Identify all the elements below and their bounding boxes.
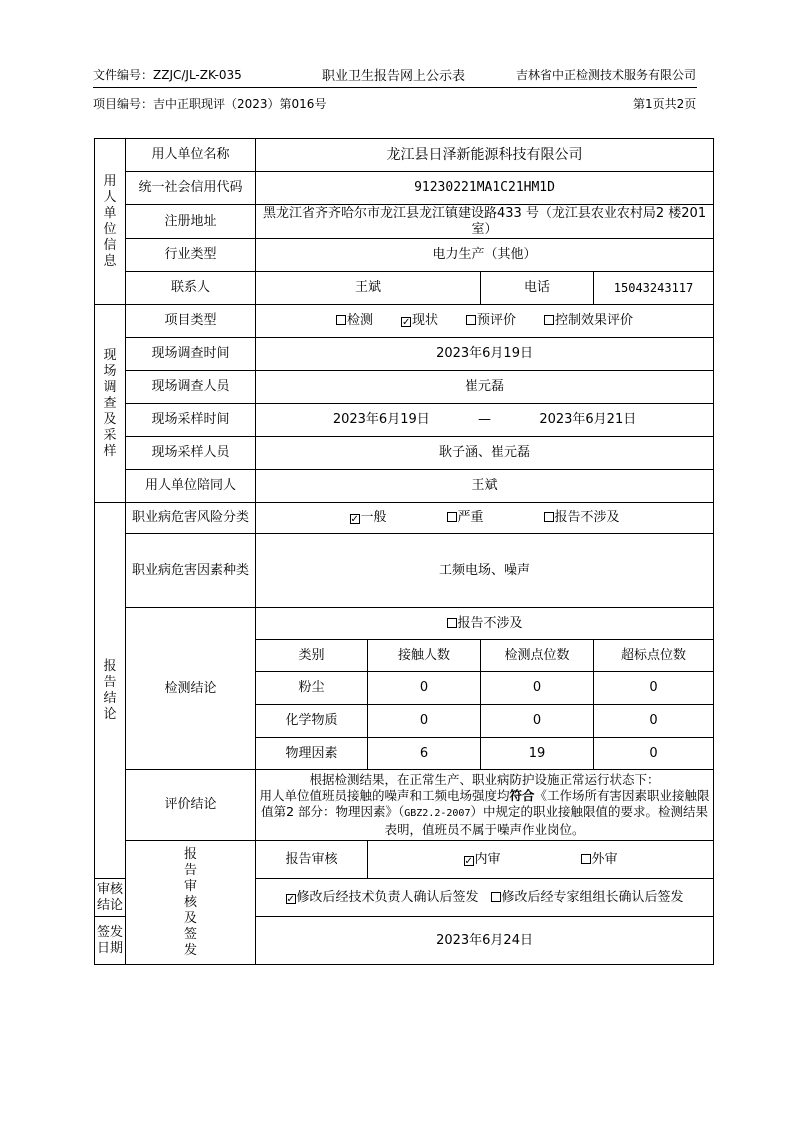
section-unit-info (95, 139, 126, 305)
audit-options (368, 841, 714, 879)
sampling-time (256, 404, 714, 437)
review-result-label: 审核结论 (95, 879, 126, 917)
section-label-char: 审 (183, 878, 197, 894)
industry-label: 行业类型 (126, 239, 256, 272)
eval-part-d: ）中规定的职业接触限值的要求。检测结果表明，值班员不属于噪声作业岗位。 (384, 804, 708, 837)
eval-line-1: 根据检测结果，在正常生产、职业病防护设施正常运行状态下： (309, 772, 660, 787)
checkbox-option-label: 报告不涉及 (554, 510, 620, 525)
checkbox-option-label: 修改后经专家组组长确认后签发 (501, 889, 684, 905)
escort: 王斌 (256, 470, 714, 503)
row-points: 19 (481, 738, 594, 770)
survey-time-label: 现场调查时间 (126, 338, 256, 371)
phone-number: 15043243117 (594, 272, 714, 305)
section-label-char: 及 (103, 411, 117, 427)
section-review (126, 841, 256, 965)
phone-label: 电话 (481, 272, 594, 305)
page-indicator: 第1页共2页 (633, 97, 697, 111)
row-project-type (95, 305, 714, 338)
project-type-options (256, 305, 714, 338)
row-points: 0 (481, 705, 594, 738)
form-title: 职业卫生报告网上公示表 (322, 69, 466, 84)
section-label-char: 发 (183, 942, 197, 958)
checkbox-option-label: 预评价 (477, 313, 517, 328)
section-label-char: 单 (103, 205, 117, 221)
surveyor-label: 现场调查人员 (126, 371, 256, 404)
contact-person: 王斌 (256, 272, 481, 305)
section-label-char: 调 (103, 379, 117, 395)
checkbox-option[interactable] (447, 510, 484, 526)
row-unit-name (95, 139, 714, 172)
row-industry (95, 239, 714, 272)
section-label-char: 查 (103, 395, 117, 411)
document-number: 文件编号：ZZJC/JL-ZK-035 (93, 68, 242, 82)
row-category: 化学物质 (256, 705, 368, 738)
project-number: 项目编号：吉中正职现评（2023）第016号 (93, 97, 327, 111)
section-review-label (128, 847, 253, 959)
eval-part-c: 《工作场所有害因素职业接触限值第2 部分：物理因素》（ (261, 788, 710, 819)
row-hazard-factors (95, 534, 714, 608)
credit-code-label: 统一社会信用代码 (126, 172, 256, 205)
section-label-char: 结 (103, 690, 117, 706)
review-result-options (256, 879, 714, 917)
section-label-char: 位 (103, 221, 117, 237)
checkbox-icon[interactable] (544, 512, 554, 522)
hazard-factor-label: 职业病危害因素种类 (126, 534, 256, 608)
row-category: 粉尘 (256, 672, 368, 705)
issue-date: 2023年6月24日 (256, 917, 714, 965)
section-label-char: 采 (103, 427, 117, 443)
section-label-char: 报 (183, 846, 197, 862)
sampler: 耿子涵、崔元磊 (256, 437, 714, 470)
eval-conform: 符合 (509, 788, 535, 803)
row-exceed: 0 (594, 705, 714, 738)
eval-line-2 (257, 788, 712, 838)
checkbox-option[interactable] (544, 313, 633, 329)
risk-class-label: 职业病危害风险分类 (126, 503, 256, 534)
checked-box-icon[interactable]: ✓ (464, 855, 473, 867)
checkbox-option-label: 修改后经技术负责人确认后签发 (296, 889, 479, 905)
registered-address: 黑龙江省齐齐哈尔市龙江县龙江镇建设路433 号（龙江县农业农村局2 楼201 室） (256, 205, 714, 239)
sampling-dash: — (478, 412, 492, 427)
industry-type: 电力生产（其他） (256, 239, 714, 272)
row-exposed: 6 (368, 738, 481, 770)
section-conclusion (95, 503, 126, 879)
unit-name: 龙江县日泽新能源科技有限公司 (256, 139, 714, 172)
section-conclusion-label (97, 659, 123, 723)
section-label-char: 信 (103, 237, 117, 253)
section-label-char: 用 (103, 173, 117, 189)
issuing-company: 吉林省中正检测技术服务有限公司 (516, 68, 697, 82)
checkbox-option-label: 严重 (457, 510, 484, 525)
hazard-factors: 工频电场、噪声 (256, 534, 714, 608)
sampling-end: 2023年6月21日 (539, 412, 637, 427)
row-not-involved (95, 608, 714, 640)
col-exceed: 超标点位数 (594, 640, 714, 672)
checkbox-option-label: 外审 (591, 851, 618, 867)
col-category: 类别 (256, 640, 368, 672)
checked-box-icon[interactable]: ✓ (350, 514, 359, 525)
section-label-char: 签 (183, 926, 197, 942)
row-exceed: 0 (594, 672, 714, 705)
row-credit-code (95, 172, 714, 205)
detect-conclusion-label: 检测结论 (126, 608, 256, 770)
unit-name-label: 用人单位名称 (126, 139, 256, 172)
not-involved-label: 报告不涉及 (457, 615, 523, 631)
eval-part-a: 用人单位值班员接触的噪声和工频电场强度均 (259, 788, 510, 803)
row-points: 0 (481, 672, 594, 705)
contact-label: 联系人 (126, 272, 256, 305)
checked-box-icon[interactable]: ✓ (286, 893, 295, 905)
section-survey-label (97, 348, 123, 460)
checkbox-option[interactable] (466, 313, 516, 329)
row-risk-class (95, 503, 714, 534)
issue-date-label: 签发日期 (95, 917, 126, 965)
row-address (95, 205, 714, 239)
row-evaluation (95, 770, 714, 841)
checkbox-icon[interactable] (491, 892, 501, 902)
address-label: 注册地址 (126, 205, 256, 239)
checkbox-icon[interactable] (581, 854, 591, 864)
audit-label: 报告审核 (256, 841, 368, 879)
not-involved-option (256, 608, 714, 640)
section-label-char: 场 (103, 363, 117, 379)
checkbox-option-label: 内审 (474, 851, 501, 867)
disclosure-table (94, 138, 714, 965)
checkbox-icon (447, 618, 457, 628)
section-label-char: 样 (103, 443, 117, 459)
col-exposed: 接触人数 (368, 640, 481, 672)
surveyor: 崔元磊 (256, 371, 714, 404)
section-label-char: 核 (183, 894, 197, 910)
checkbox-option[interactable] (350, 510, 387, 526)
header-divider (93, 87, 697, 88)
checkbox-option-label: 一般 (360, 510, 387, 525)
row-sampling-time (95, 404, 714, 437)
checkbox-option-label: 检测 (347, 313, 374, 328)
checkbox-option[interactable] (544, 510, 620, 526)
checkbox-icon[interactable] (447, 512, 457, 522)
survey-time: 2023年6月19日 (256, 338, 714, 371)
row-exposed: 0 (368, 672, 481, 705)
row-category: 物理因素 (256, 738, 368, 770)
sampler-label: 现场采样人员 (126, 437, 256, 470)
checkbox-option[interactable] (401, 313, 438, 329)
eval-conclusion-label: 评价结论 (126, 770, 256, 841)
row-survey-time (95, 338, 714, 371)
row-exposed: 0 (368, 705, 481, 738)
row-surveyor (95, 371, 714, 404)
section-label-char: 及 (183, 910, 197, 926)
risk-class-options (256, 503, 714, 534)
checkbox-option[interactable] (491, 890, 684, 906)
checkbox-option-label: 现状 (412, 313, 439, 328)
checkbox-icon[interactable] (544, 315, 554, 325)
row-audit (95, 841, 714, 879)
checkbox-option[interactable] (581, 852, 618, 868)
section-label-char: 告 (103, 674, 117, 690)
section-unit-info-label (97, 174, 123, 270)
sampling-start: 2023年6月19日 (332, 412, 430, 427)
section-survey (95, 305, 126, 503)
escort-label: 用人单位陪同人 (126, 470, 256, 503)
section-label-char: 报 (103, 658, 117, 674)
eval-standard: GBZ2.2-2007 (404, 808, 471, 819)
section-label-char: 告 (183, 862, 197, 878)
checkbox-icon[interactable] (336, 315, 346, 325)
section-label-char: 现 (103, 347, 117, 363)
checkbox-option[interactable] (336, 313, 373, 329)
project-type-label: 项目类型 (126, 305, 256, 338)
checkbox-option[interactable] (464, 852, 501, 868)
section-label-char: 息 (103, 253, 117, 269)
row-contact (95, 272, 714, 305)
col-points: 检测点位数 (481, 640, 594, 672)
row-sampler (95, 437, 714, 470)
row-escort (95, 470, 714, 503)
checked-box-icon[interactable]: ✓ (402, 317, 411, 328)
row-exceed: 0 (594, 738, 714, 770)
evaluation-text (256, 770, 714, 841)
checkbox-icon[interactable] (466, 315, 476, 325)
checkbox-option[interactable] (286, 890, 479, 906)
credit-code: 91230221MA1C21HM1D (256, 172, 714, 205)
checkbox-option-label: 控制效果评价 (555, 313, 634, 328)
section-label-char: 论 (103, 706, 117, 722)
sampling-time-label: 现场采样时间 (126, 404, 256, 437)
section-label-char: 人 (103, 189, 117, 205)
